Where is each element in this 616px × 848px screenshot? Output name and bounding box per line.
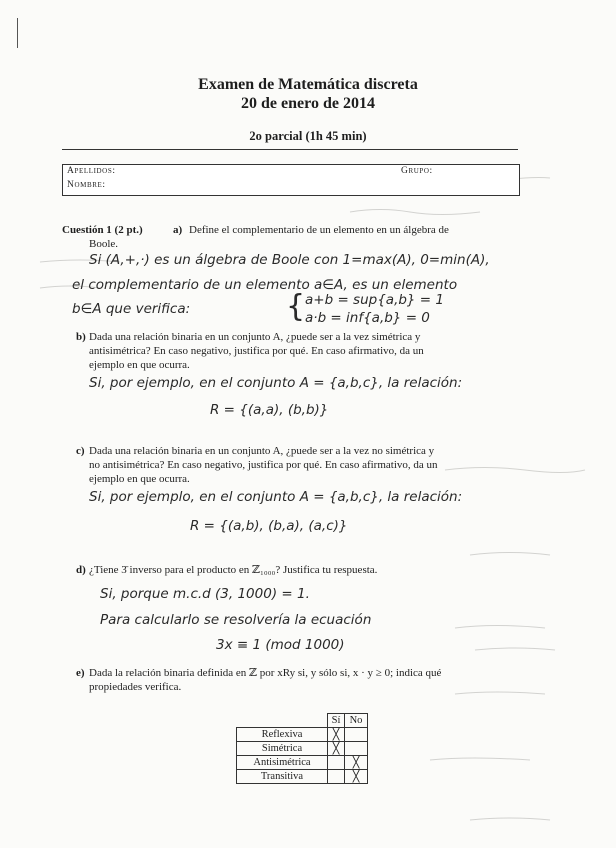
answer-d-line-1: Si, porque m.c.d (3, 1000) = 1. [100, 586, 310, 602]
property-name: Antisimétrica [237, 756, 328, 770]
no-check-cell: ╳ [345, 756, 368, 770]
table-row [237, 770, 368, 784]
property-name: Transitiva [237, 770, 328, 784]
answer-a-line-3: b∈A que verifica: [72, 301, 191, 317]
item-e-text-1: Dada la relación binaria definida en ℤ por xRy si, y sólo si, x · y ≥ 0; indica qué [89, 667, 442, 679]
item-b-text-1: Dada una relación binaria en un conjunto A, ¿puede ser a la vez simétrica y [89, 331, 421, 343]
answer-d-line-3: 3x ≡ 1 (mod 1000) [216, 637, 345, 653]
item-a-text: Define el complementario de un elemento en un álgebra de [189, 224, 449, 236]
surname-label: Apellidos: [67, 166, 116, 176]
no-check-cell: ╳ [345, 770, 368, 784]
table-row [237, 756, 368, 770]
answer-d-line-2: Para calcularlo se resolvería la ecuación [100, 612, 372, 628]
property-name: Reflexiva [237, 728, 328, 742]
table-corner [237, 714, 328, 728]
si-check-cell [328, 756, 345, 770]
header-si: Sí [328, 714, 345, 728]
answer-b-line-1: Si, por ejemplo, en el conjunto A = {a,b,c}, la relación: [89, 375, 463, 391]
si-check-cell [328, 770, 345, 784]
item-a-text-cont: Boole. [89, 238, 119, 250]
answer-a-brace: { [286, 289, 306, 324]
property-name: Simétrica [237, 742, 328, 756]
item-e-text-2: propiedades verifica. [89, 681, 182, 693]
exam-date: 20 de enero de 2014 [241, 95, 375, 112]
properties-table-header [237, 714, 368, 728]
item-c-text-2: no antisimétrica? En caso negativo, justifica por qué. En caso afirmativo, da un [89, 459, 438, 471]
item-b-letter: b) [76, 331, 86, 343]
item-c-text-1: Dada una relación binaria en un conjunto A, ¿puede ser a la vez no simétrica y [89, 445, 435, 457]
header-no: No [345, 714, 368, 728]
si-check-cell: ╳ [328, 728, 345, 742]
item-c-letter: c) [76, 445, 85, 457]
answer-c-line-2: R = {(a,b), (b,a), (a,c)} [190, 518, 348, 534]
question-number: Cuestión 1 (2 pt.) [62, 224, 143, 236]
table-row [237, 728, 368, 742]
item-c-text-3: ejemplo en que ocurra. [89, 473, 190, 485]
answer-a-condition-1: a+b = sup{a,b} = 1 [305, 292, 445, 308]
student-info-box [62, 164, 520, 196]
table-row [237, 742, 368, 756]
si-check-cell: ╳ [328, 742, 345, 756]
properties-table [236, 713, 368, 784]
header-rule [62, 149, 518, 150]
name-label: Nombre: [67, 180, 106, 190]
item-d-letter: d) [76, 564, 86, 576]
answer-a-condition-2: a·b = inf{a,b} = 0 [305, 310, 430, 326]
exam-part: 2o parcial (1h 45 min) [249, 129, 367, 143]
answer-b-line-2: R = {(a,a), (b,b)} [210, 402, 329, 418]
item-e-letter: e) [76, 667, 85, 679]
answer-c-line-1: Si, por ejemplo, en el conjunto A = {a,b,c}, la relación: [89, 489, 463, 505]
no-check-cell [345, 742, 368, 756]
answer-a-line-1: Si (A,+,·) es un álgebra de Boole con 1=max(A), 0=min(A), [89, 252, 490, 268]
item-b-text-3: ejemplo en que ocurra. [89, 359, 190, 371]
group-label: Grupo: [401, 166, 433, 176]
no-check-cell [345, 728, 368, 742]
item-b-text-2: antisimétrica? En caso negativo, justifica por qué. En caso afirmativo, da un [89, 345, 424, 357]
answer-a-line-2: el complementario de un elemento a∈A, es un elemento [72, 277, 458, 293]
item-a-letter: a) [173, 224, 183, 236]
exam-title: Examen de Matemática discreta [198, 76, 418, 93]
item-d-text: ¿Tiene 3̄ inverso para el producto en ℤ₁₀₀₀? Justifica tu respuesta. [89, 564, 378, 576]
margin-mark [17, 18, 18, 48]
